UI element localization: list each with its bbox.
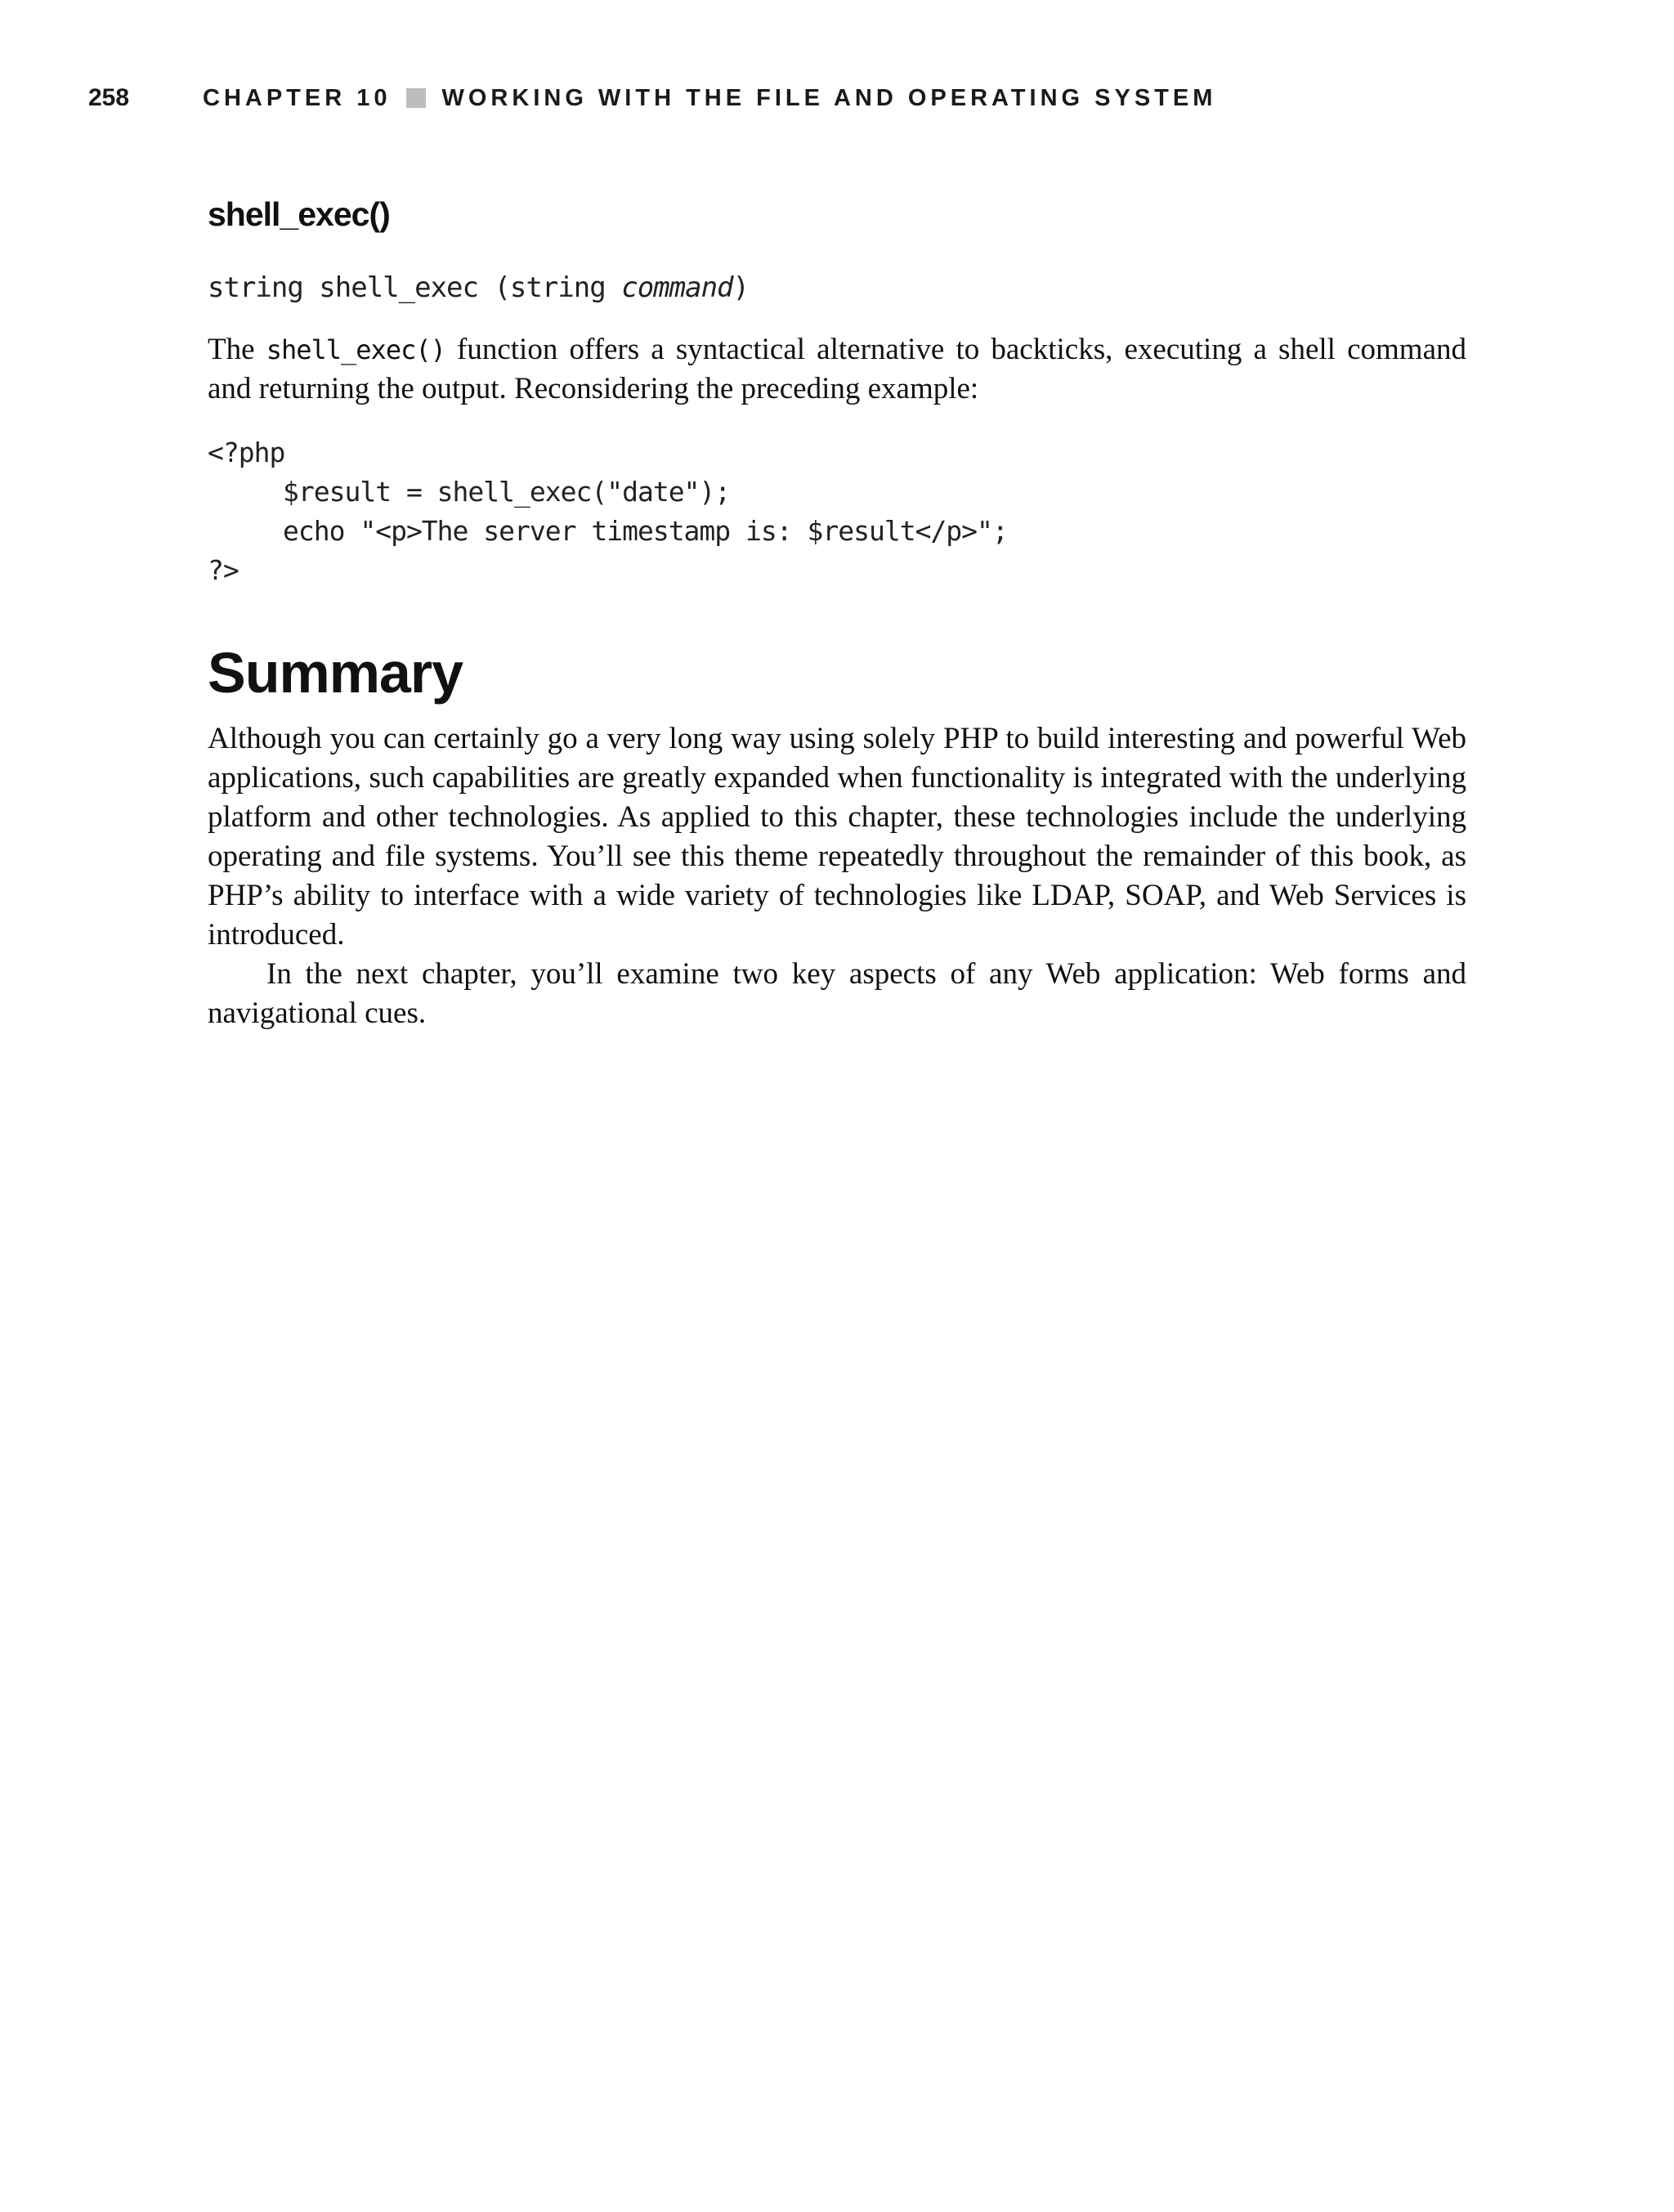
code-line: $result = shell_exec("date");: [283, 476, 731, 508]
inline-code: shell_exec(): [266, 334, 445, 365]
intro-paragraph: [208, 330, 1466, 409]
summary-paragraph-1: Although you can certainly go a very long way using solely PHP to build interesting and powerful Web applications, such capabilities are greatly expanded when functionality is integrated with the underlying platform and other technologies. As applied to this chapter, these technologies include the underlying operating and file systems. You’ll see this theme repeatedly throughout the remainder of this book, as PHP’s ability to interface with a wide variety of technologies like LDAP, SOAP, and Web Services is introduced.: [208, 722, 1466, 952]
intro-text-after: function offers a syntactical alternative to backticks, executing a shell command and returning the output. Reconsidering the preceding example:: [208, 333, 1466, 405]
page-content: [208, 190, 1466, 1033]
running-header: [88, 82, 1216, 114]
summary-paragraph-2: In the next chapter, you’ll examine two key aspects of any Web application: Web forms and navigational cues.: [208, 957, 1466, 1030]
signature-suffix: ): [732, 271, 749, 304]
chapter-title: WORKING WITH THE FILE AND OPERATING SYSTEM: [441, 84, 1217, 111]
code-line: <?php: [208, 437, 285, 468]
code-line: ?>: [208, 554, 239, 586]
signature-prefix: string shell_exec (string: [208, 271, 622, 304]
code-block: [208, 433, 1466, 590]
header-separator-square: [406, 88, 426, 108]
section-heading: shell_exec(): [208, 195, 390, 233]
code-line: echo "<p>The server timestamp is: $result</p>";: [283, 515, 1008, 547]
page-number: 258: [88, 84, 130, 111]
summary-heading: Summary: [208, 641, 463, 705]
signature-argument: command: [621, 271, 733, 304]
function-signature: [208, 268, 1466, 307]
chapter-label: CHAPTER 10: [203, 84, 392, 111]
intro-text-before: The: [208, 333, 266, 366]
